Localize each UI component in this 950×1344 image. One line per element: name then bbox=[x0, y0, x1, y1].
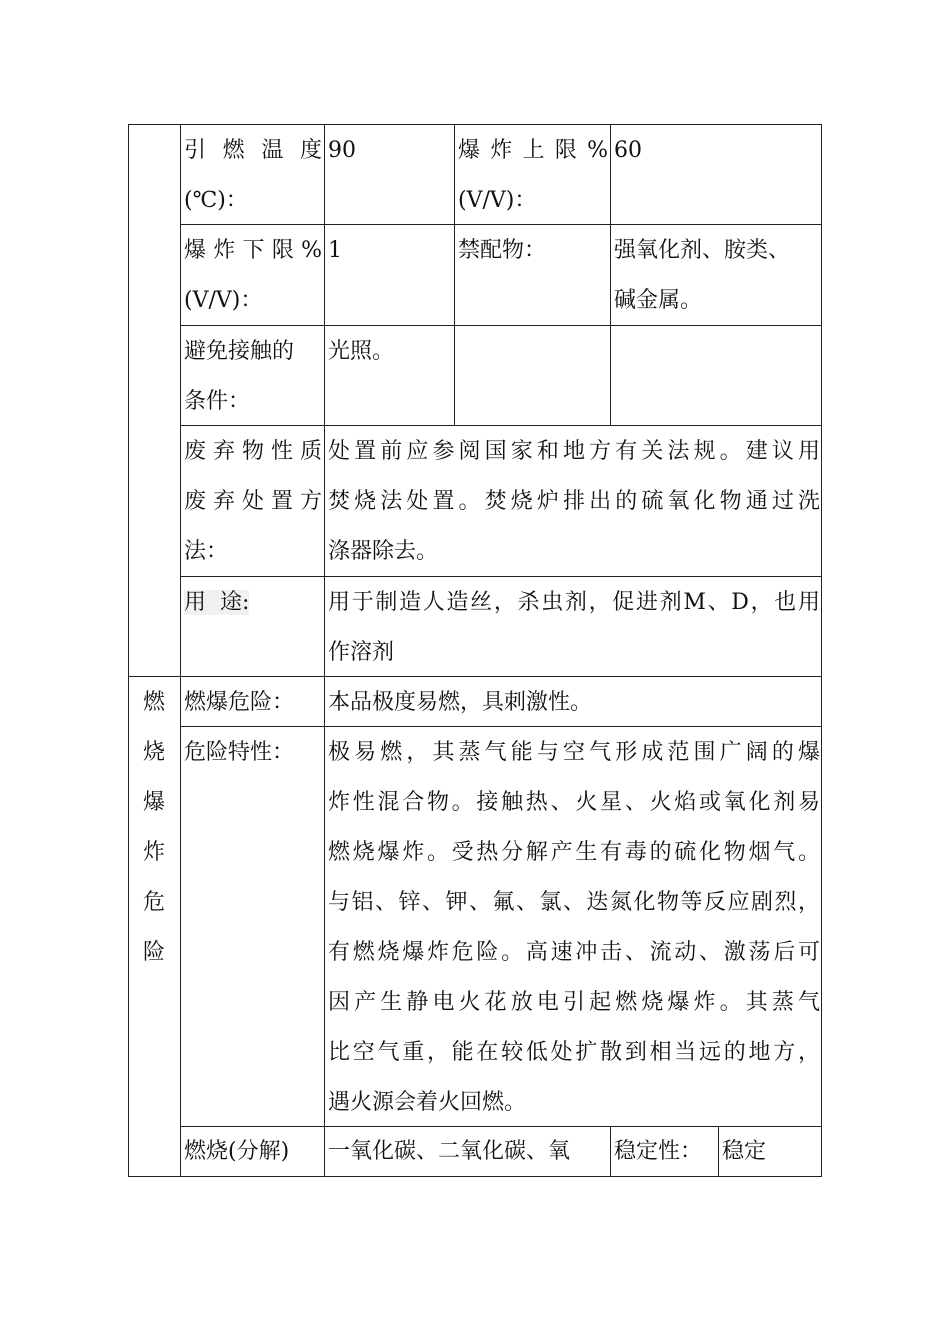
hazard-label: 燃爆危险： bbox=[184, 690, 295, 715]
waste-disposal-text: 涤器除去。 bbox=[328, 539, 439, 564]
danger-text-line: 炸性混合物。接触热、火星、火焰或氧化剂易 bbox=[328, 790, 820, 815]
danger-text-line: 有燃烧爆炸危险。高速冲击、流动、激荡后可 bbox=[328, 940, 820, 965]
stability-label: 稳定性： bbox=[614, 1139, 703, 1164]
danger-text-line: 燃烧爆炸。受热分解产生有毒的硫化物烟气。 bbox=[328, 840, 820, 865]
use-label-text: 用 途: bbox=[184, 590, 250, 615]
danger-text-line: 比空气重，能在较低处扩散到相当远的地方， bbox=[328, 1040, 820, 1065]
use-text: 作溶剂 bbox=[328, 640, 395, 665]
danger-text-line: 与铝、锌、钾、氟、氯、迭氮化物等反应剧烈， bbox=[328, 890, 820, 915]
combustion-value: 一氧化碳、二氧化碳、氧 bbox=[328, 1139, 571, 1164]
lower-limit-value: 1 bbox=[328, 238, 342, 263]
column-divider bbox=[454, 124, 455, 425]
row-divider bbox=[180, 576, 822, 577]
use-text: 用于制造人造丝，杀虫剂，促进剂M、D，也用 bbox=[328, 590, 820, 615]
avoid-conditions-value: 光照。 bbox=[328, 339, 395, 364]
danger-label: 危险特性： bbox=[184, 740, 295, 765]
use-label bbox=[184, 578, 249, 628]
upper-limit-label: 爆炸上限% bbox=[458, 138, 608, 163]
upper-limit-value: 60 bbox=[614, 138, 642, 163]
hazard-value: 本品极度易燃，具刺激性。 bbox=[328, 690, 593, 715]
section-divider bbox=[128, 676, 822, 677]
ignition-temp-label: 引燃温度 bbox=[184, 138, 322, 163]
msds-table bbox=[128, 124, 822, 1177]
waste-disposal-text: 处置前应参阅国家和地方有关法规。建议用 bbox=[328, 439, 820, 464]
incompatible-label: 禁配物： bbox=[458, 238, 547, 263]
incompatible-value: 强氧化剂、胺类、 bbox=[614, 238, 791, 263]
row-divider bbox=[180, 325, 822, 326]
combustion-label: 燃烧(分解) bbox=[184, 1139, 290, 1164]
waste-label: 法： bbox=[184, 539, 229, 564]
column-divider bbox=[324, 124, 325, 1177]
danger-text-line: 极易燃，其蒸气能与空气形成范围广阔的爆 bbox=[328, 740, 820, 765]
fire-section-title-char: 烧 bbox=[142, 740, 165, 765]
column-divider bbox=[718, 1126, 719, 1176]
lower-limit-unit: (V/V)： bbox=[184, 288, 263, 313]
stability-value: 稳定 bbox=[722, 1139, 767, 1164]
fire-section-title-char: 险 bbox=[142, 940, 165, 965]
fire-section-title-char: 炸 bbox=[142, 840, 165, 865]
row-divider bbox=[180, 425, 822, 426]
fire-section-title-char: 燃 bbox=[142, 690, 165, 715]
fire-section-title-char: 危 bbox=[142, 890, 165, 915]
avoid-conditions-label: 条件： bbox=[184, 389, 251, 414]
table-border-top bbox=[128, 124, 822, 125]
incompatible-value: 碱金属。 bbox=[614, 288, 703, 313]
table-border-right bbox=[821, 124, 822, 1177]
avoid-conditions-label: 避免接触的 bbox=[184, 339, 295, 364]
ignition-temp-unit: (℃)： bbox=[184, 188, 248, 213]
fire-section-title-char: 爆 bbox=[142, 790, 165, 815]
waste-disposal-text: 焚烧法处置。焚烧炉排出的硫氧化物通过洗 bbox=[328, 489, 820, 514]
column-divider bbox=[180, 124, 181, 1177]
fire-section-title bbox=[129, 678, 179, 978]
danger-text-line: 遇火源会着火回燃。 bbox=[328, 1090, 527, 1115]
lower-limit-label: 爆炸下限% bbox=[184, 238, 322, 263]
danger-text-line: 因产生静电火花放电引起燃烧爆炸。其蒸气 bbox=[328, 990, 820, 1015]
ignition-temp-value: 90 bbox=[328, 138, 356, 163]
table-border-left bbox=[128, 124, 129, 1177]
column-divider bbox=[610, 124, 611, 425]
column-divider bbox=[610, 1126, 611, 1176]
waste-label: 废弃处置方 bbox=[184, 489, 322, 514]
upper-limit-unit: (V/V)： bbox=[458, 188, 537, 213]
waste-label: 废弃物性质 bbox=[184, 439, 322, 464]
